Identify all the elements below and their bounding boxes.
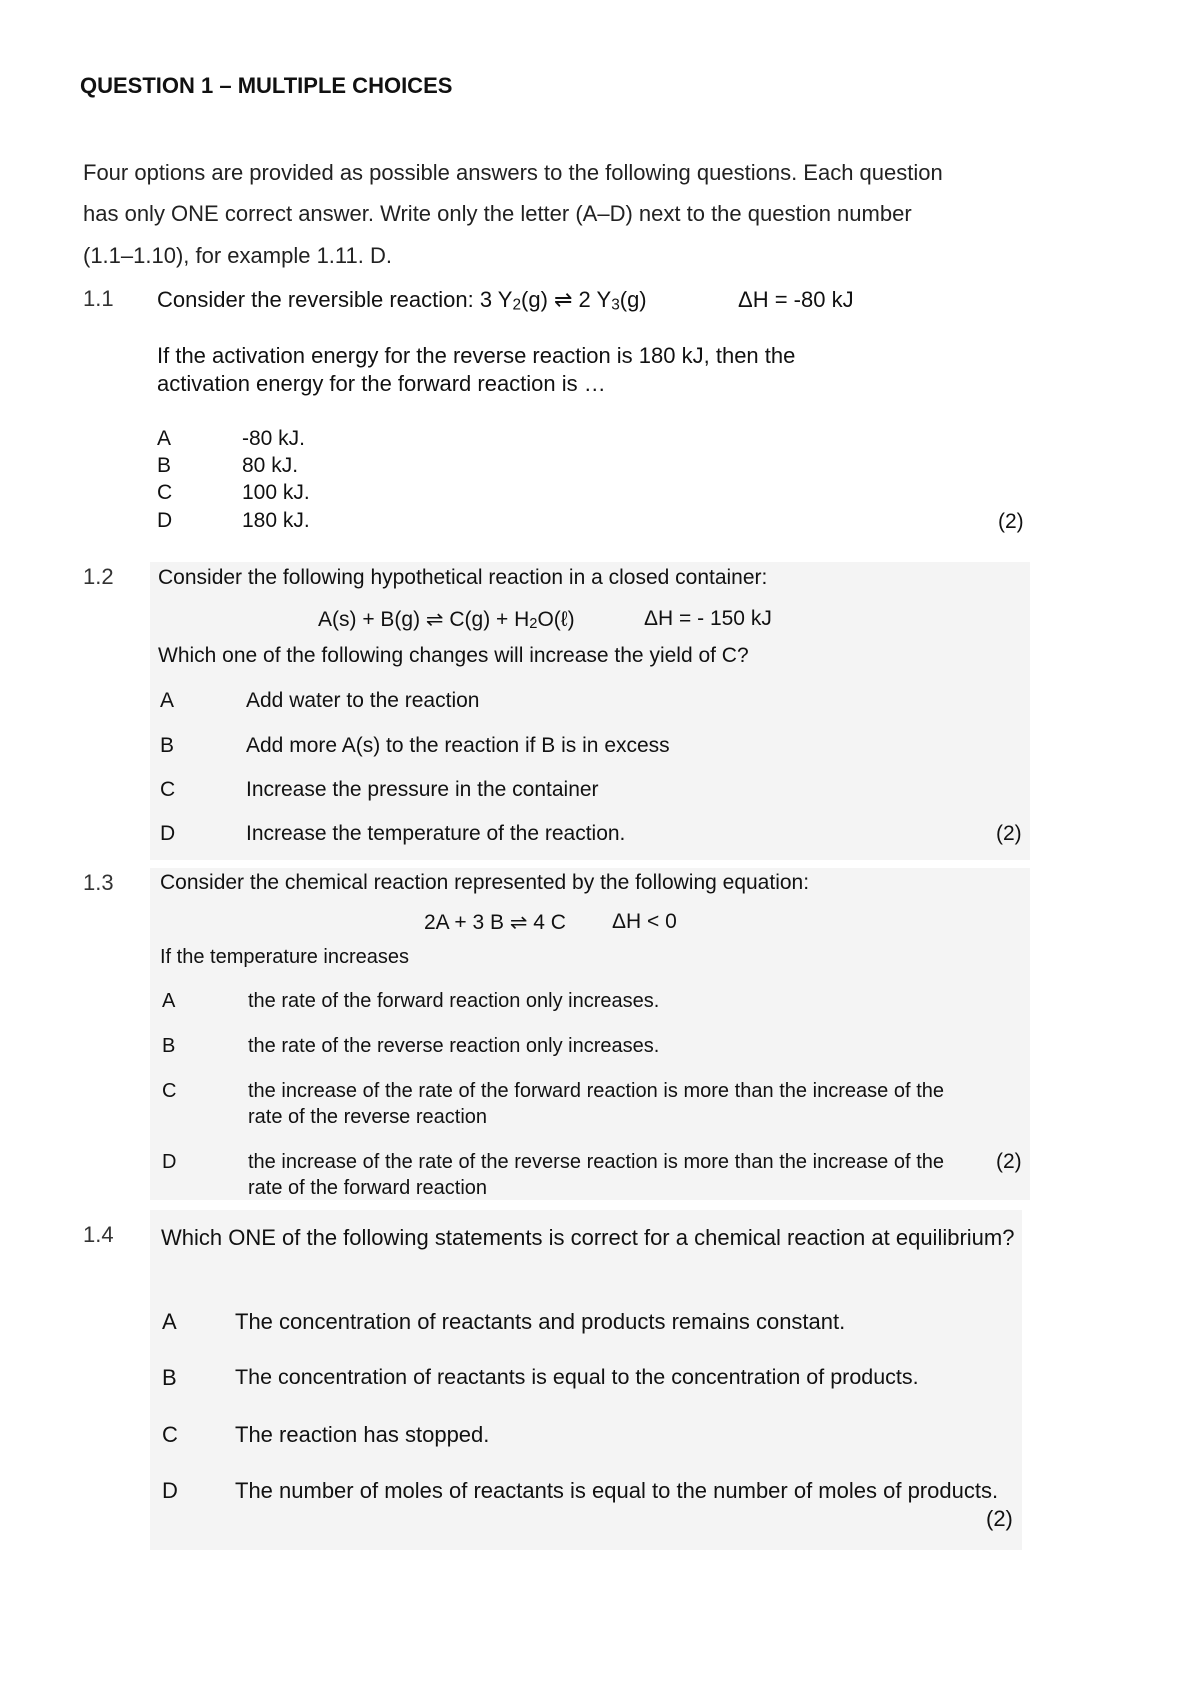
option-letter-b: B (162, 1035, 176, 1057)
equation-text: A(s) + B(g) ⇌ C(g) + H (318, 608, 530, 631)
option-letter-a: A (157, 427, 172, 450)
subscript: 2 (512, 296, 522, 314)
option-text-b: 80 kJ. (242, 454, 299, 477)
question-text: Which one of the following changes will increase the yield of C? (158, 644, 749, 667)
question-stem: Which ONE of the following statements is correct for a chemical reaction at equilibrium? (161, 1225, 1015, 1250)
option-letter-b: B (160, 734, 175, 757)
option-letter-d: D (160, 822, 176, 845)
option-text-a: The concentration of reactants and products remains constant. (235, 1309, 846, 1334)
option-letter-c: C (162, 1422, 178, 1447)
option-text-c: 100 kJ. (242, 481, 310, 504)
option-letter-a: A (162, 990, 176, 1012)
question-stem (157, 287, 647, 313)
stem-text: (g) ⇌ 2 Y (521, 287, 612, 312)
option-text-a: Add water to the reaction (246, 689, 480, 712)
question-stem: Consider the following hypothetical reaction in a closed container: (158, 566, 768, 589)
enthalpy-change: ΔH < 0 (612, 910, 677, 933)
option-letter-b: B (162, 1365, 177, 1390)
question-number: 1.1 (83, 286, 114, 311)
question-number: 1.3 (83, 870, 114, 895)
option-text-d: 180 kJ. (242, 509, 310, 532)
stem-text: Consider the reversible reaction: 3 Y (157, 287, 513, 312)
enthalpy-change: ΔH = -80 kJ (738, 287, 854, 312)
option-letter-c: C (157, 481, 173, 504)
marks: (2) (996, 822, 1022, 845)
question-stem: Consider the chemical reaction represented by the following equation: (160, 871, 810, 894)
subscript: 3 (611, 296, 620, 314)
option-text-b: Add more A(s) to the reaction if B is in excess (246, 734, 670, 757)
equation-text: O(ℓ) (537, 608, 575, 631)
option-text-d: the increase of the rate of the reverse reaction is more than the increase of the rate of the forward reaction (248, 1151, 944, 1199)
option-letter-d: D (162, 1151, 177, 1173)
option-letter-d: D (162, 1478, 178, 1503)
option-text-d: The number of moles of reactants is equal to the number of moles of products. (235, 1478, 999, 1503)
enthalpy-change: ΔH = - 150 kJ (644, 607, 772, 630)
option-letter-c: C (160, 778, 176, 801)
question-text: If the temperature increases (160, 946, 410, 968)
option-letter-a: A (162, 1309, 177, 1334)
option-letter-d: D (157, 509, 173, 532)
marks: (2) (996, 1150, 1022, 1173)
option-text-c: Increase the pressure in the container (246, 778, 599, 801)
marks: (2) (998, 510, 1024, 533)
question-text-line-1: If the activation energy for the reverse reaction is 180 kJ, then the (157, 343, 796, 368)
option-text-b: The concentration of reactants is equal to the concentration of products. (235, 1365, 919, 1389)
option-text-d: Increase the temperature of the reaction. (246, 822, 626, 845)
instructions-line-3: (1.1–1.10), for example 1.11. D. (83, 243, 392, 268)
instructions-line-2: has only ONE correct answer. Write only the letter (A–D) next to the question number (83, 201, 912, 226)
option-letter-a: A (160, 689, 175, 712)
option-letter-b: B (157, 454, 172, 477)
subscript: 2 (529, 616, 538, 633)
option-text-c: The reaction has stopped. (235, 1422, 490, 1447)
reaction-equation (318, 607, 575, 632)
question-number: 1.4 (83, 1222, 114, 1247)
reaction-equation: 2A + 3 B ⇌ 4 C (424, 911, 566, 934)
option-text-a: the rate of the forward reaction only increases. (248, 990, 660, 1012)
question-text-line-2: activation energy for the forward reaction is … (157, 371, 606, 396)
instructions-line-1: Four options are provided as possible answers to the following questions. Each question (83, 160, 943, 185)
option-text-b: the rate of the reverse reaction only increases. (248, 1035, 660, 1057)
question-number: 1.2 (83, 564, 114, 589)
option-letter-c: C (162, 1080, 177, 1102)
stem-text: (g) (619, 287, 647, 312)
marks: (2) (986, 1506, 1013, 1531)
option-text-c: the increase of the rate of the forward reaction is more than the increase of the rate of the reverse reaction (248, 1080, 944, 1128)
option-text-a: -80 kJ. (242, 427, 306, 450)
page-title: QUESTION 1 – MULTIPLE CHOICES (80, 73, 453, 98)
